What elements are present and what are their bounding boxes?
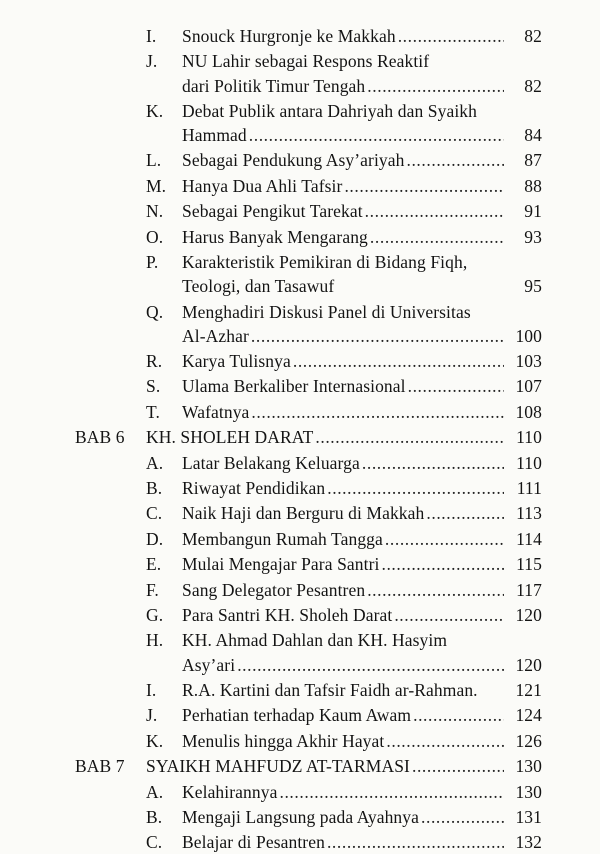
dot-leader: [279, 780, 504, 804]
entry-letter: H.: [146, 630, 164, 651]
entry-letter: B.: [146, 806, 163, 827]
dot-leader: [237, 653, 504, 677]
page-number: 124: [515, 705, 542, 726]
entry-title-text: Belajar di Pesantren: [182, 832, 325, 853]
dot-leader: [251, 400, 504, 424]
page-number: 103: [515, 351, 542, 371]
entry-title: [182, 653, 504, 677]
entry-letter: E.: [146, 554, 162, 575]
entry-title-text: Snouck Hurgronje ke Makkah: [182, 26, 396, 46]
entry-title-text: Latar Belakang Keluarga: [182, 452, 360, 473]
entry-title-text: Riwayat Pendidikan: [182, 478, 326, 498]
dot-leader: [365, 199, 504, 223]
page-number: 84: [524, 125, 542, 145]
page-number: 130: [515, 781, 542, 802]
dot-leader: [293, 349, 504, 373]
chapter-title: [146, 754, 504, 778]
dot-leader: [381, 552, 504, 576]
entry-title: [182, 578, 504, 602]
entry-title: [182, 123, 504, 147]
dot-leader: [327, 476, 504, 500]
page-number: 108: [515, 401, 542, 422]
page-number: 100: [515, 325, 542, 346]
entry-letter: P.: [146, 252, 159, 272]
entry-letter: I.: [146, 26, 157, 46]
entry-title: [182, 678, 504, 702]
entry-title-text: Kelahirannya: [182, 781, 278, 802]
entry-title-text: Para Santri KH. Sholeh Darat: [182, 605, 393, 625]
entry-title-text: Hanya Dua Ahli Tafsir: [182, 175, 343, 196]
dot-leader: [412, 754, 504, 778]
page-number: 107: [515, 376, 542, 397]
dot-leader: [362, 451, 504, 475]
page-number: 131: [515, 806, 542, 827]
entry-title-text: SYAIKH MAHFUDZ AT-TARMASI: [146, 756, 410, 777]
entry-letter: A.: [146, 781, 164, 802]
page-number: 91: [524, 201, 542, 222]
entry-title-text: Harus Banyak Mengarang: [182, 226, 368, 247]
chapter-title: [146, 425, 504, 449]
chapter-label: BAB 7: [75, 756, 125, 777]
entry-title-text: Sebagai Pendukung Asy’ariyah: [182, 150, 405, 171]
entry-title-text: Asy’ari: [182, 654, 236, 675]
entry-letter: C.: [146, 832, 163, 853]
page-number: 132: [515, 832, 542, 853]
entry-letter: L.: [146, 150, 162, 171]
page-number: 110: [516, 427, 542, 448]
entry-title: [182, 780, 504, 804]
entry-title-text: Ulama Berkaliber Internasional: [182, 376, 406, 397]
page-number: 115: [516, 554, 542, 575]
entry-title-text: NU Lahir sebagai Respons Reaktif: [182, 51, 430, 72]
page-number: 110: [516, 452, 542, 473]
entry-title: [182, 99, 504, 123]
entry-title-text: Karya Tulisnya: [182, 351, 291, 371]
entry-letter: N.: [146, 201, 164, 222]
entry-title-text: Hammad: [182, 125, 247, 145]
entry-title: [182, 250, 504, 274]
entry-title-text: Membangun Rumah Tangga: [182, 528, 383, 549]
page-number: 87: [524, 150, 542, 171]
dot-leader: [251, 324, 504, 348]
entry-title-text: KH. Ahmad Dahlan dan KH. Hasyim: [182, 630, 448, 651]
dot-leader: [315, 425, 504, 449]
entry-letter: M.: [146, 175, 167, 196]
page-number: 82: [524, 26, 542, 46]
entry-title: [182, 703, 504, 727]
dot-leader: [408, 374, 504, 398]
entry-title: [182, 349, 504, 373]
page-number: 130: [515, 756, 542, 777]
entry-title: [182, 400, 504, 424]
entry-title: [182, 49, 504, 73]
entry-title: [182, 451, 504, 475]
page-number: 88: [524, 175, 542, 196]
entry-letter: F.: [146, 579, 159, 600]
page-number: 82: [524, 75, 542, 96]
entry-letter: D.: [146, 528, 164, 549]
entry-title: [182, 324, 504, 348]
dot-leader: [385, 527, 504, 551]
page-number: 121: [515, 679, 542, 700]
entry-letter: O.: [146, 226, 164, 247]
entry-letter: C.: [146, 503, 163, 524]
page-number: 120: [515, 605, 542, 625]
entry-title-text: KH. SHOLEH DARAT: [146, 427, 314, 448]
entry-title-text: Menghadiri Diskusi Panel di Universitas: [182, 301, 471, 322]
entry-title: [182, 476, 504, 500]
entry-letter: T.: [146, 401, 160, 422]
dot-leader: [394, 603, 504, 627]
chapter-label: BAB 6: [75, 427, 125, 448]
entry-title: [182, 74, 504, 98]
entry-letter: J.: [146, 705, 158, 726]
entry-title-text: Mengaji Langsung pada Ayahnya: [182, 806, 419, 827]
entry-letter: K.: [146, 100, 164, 121]
page-number: 93: [524, 226, 542, 247]
entry-title: [182, 501, 504, 525]
page-number: 113: [516, 503, 542, 524]
entry-title-text: Teologi, dan Tasawuf: [182, 276, 335, 297]
entry-title: [182, 830, 504, 854]
page-number: 111: [516, 478, 542, 498]
entry-title: [182, 148, 504, 172]
entry-letter: R.: [146, 351, 163, 371]
entry-letter: B.: [146, 478, 163, 498]
entry-title: [182, 300, 504, 324]
entry-title: [182, 805, 504, 829]
entry-letter: I.: [146, 679, 157, 700]
entry-title-text: Sang Delegator Pesantren: [182, 579, 366, 600]
dot-leader: [249, 123, 504, 147]
entry-title-text: Naik Haji dan Berguru di Makkah: [182, 503, 425, 524]
entry-title-text: dari Politik Timur Tengah: [182, 75, 366, 96]
entry-title-text: Karakteristik Pemikiran di Bidang Fiqh,: [182, 252, 468, 272]
entry-title-text: Perhatian terhadap Kaum Awam: [182, 705, 412, 726]
entry-title-text: Al-Azhar: [182, 325, 249, 346]
page-number: 95: [524, 276, 542, 297]
dot-leader: [344, 174, 504, 198]
entry-title-text: R.A. Kartini dan Tafsir Faidh ar-Rahman.: [182, 679, 478, 700]
entry-title: [182, 628, 504, 652]
entry-title: [182, 199, 504, 223]
page-number: 120: [515, 654, 542, 675]
entry-letter: K.: [146, 730, 164, 751]
entry-title: [182, 274, 504, 298]
dot-leader: [426, 501, 504, 525]
entry-title-text: Debat Publik antara Dahriyah dan Syaikh: [182, 100, 477, 121]
dot-leader: [406, 148, 504, 172]
entry-letter: A.: [146, 452, 164, 473]
entry-letter: Q.: [146, 301, 164, 322]
entry-title: [182, 225, 504, 249]
dot-leader: [367, 578, 504, 602]
entry-title: [182, 174, 504, 198]
entry-title: [182, 603, 504, 627]
entry-title-text: Mulai Mengajar Para Santri: [182, 554, 380, 575]
page-number: 114: [516, 528, 542, 549]
dot-leader: [398, 24, 504, 48]
entry-letter: J.: [146, 51, 158, 72]
entry-title-text: Menulis hingga Akhir Hayat: [182, 730, 385, 751]
entry-title-text: Wafatnya: [182, 401, 250, 422]
entry-title-text: Sebagai Pengikut Tarekat: [182, 201, 363, 222]
page-number: 126: [515, 730, 542, 751]
entry-title: [182, 552, 504, 576]
entry-title: [182, 374, 504, 398]
dot-leader: [370, 225, 504, 249]
entry-title: [182, 24, 504, 48]
dot-leader: [367, 74, 504, 98]
entry-title: [182, 729, 504, 753]
entry-letter: G.: [146, 605, 164, 625]
dot-leader: [413, 703, 504, 727]
entry-title: [182, 527, 504, 551]
entry-letter: S.: [146, 376, 161, 397]
dot-leader: [386, 729, 504, 753]
page-number: 117: [516, 579, 542, 600]
dot-leader: [327, 830, 504, 854]
dot-leader: [421, 805, 504, 829]
